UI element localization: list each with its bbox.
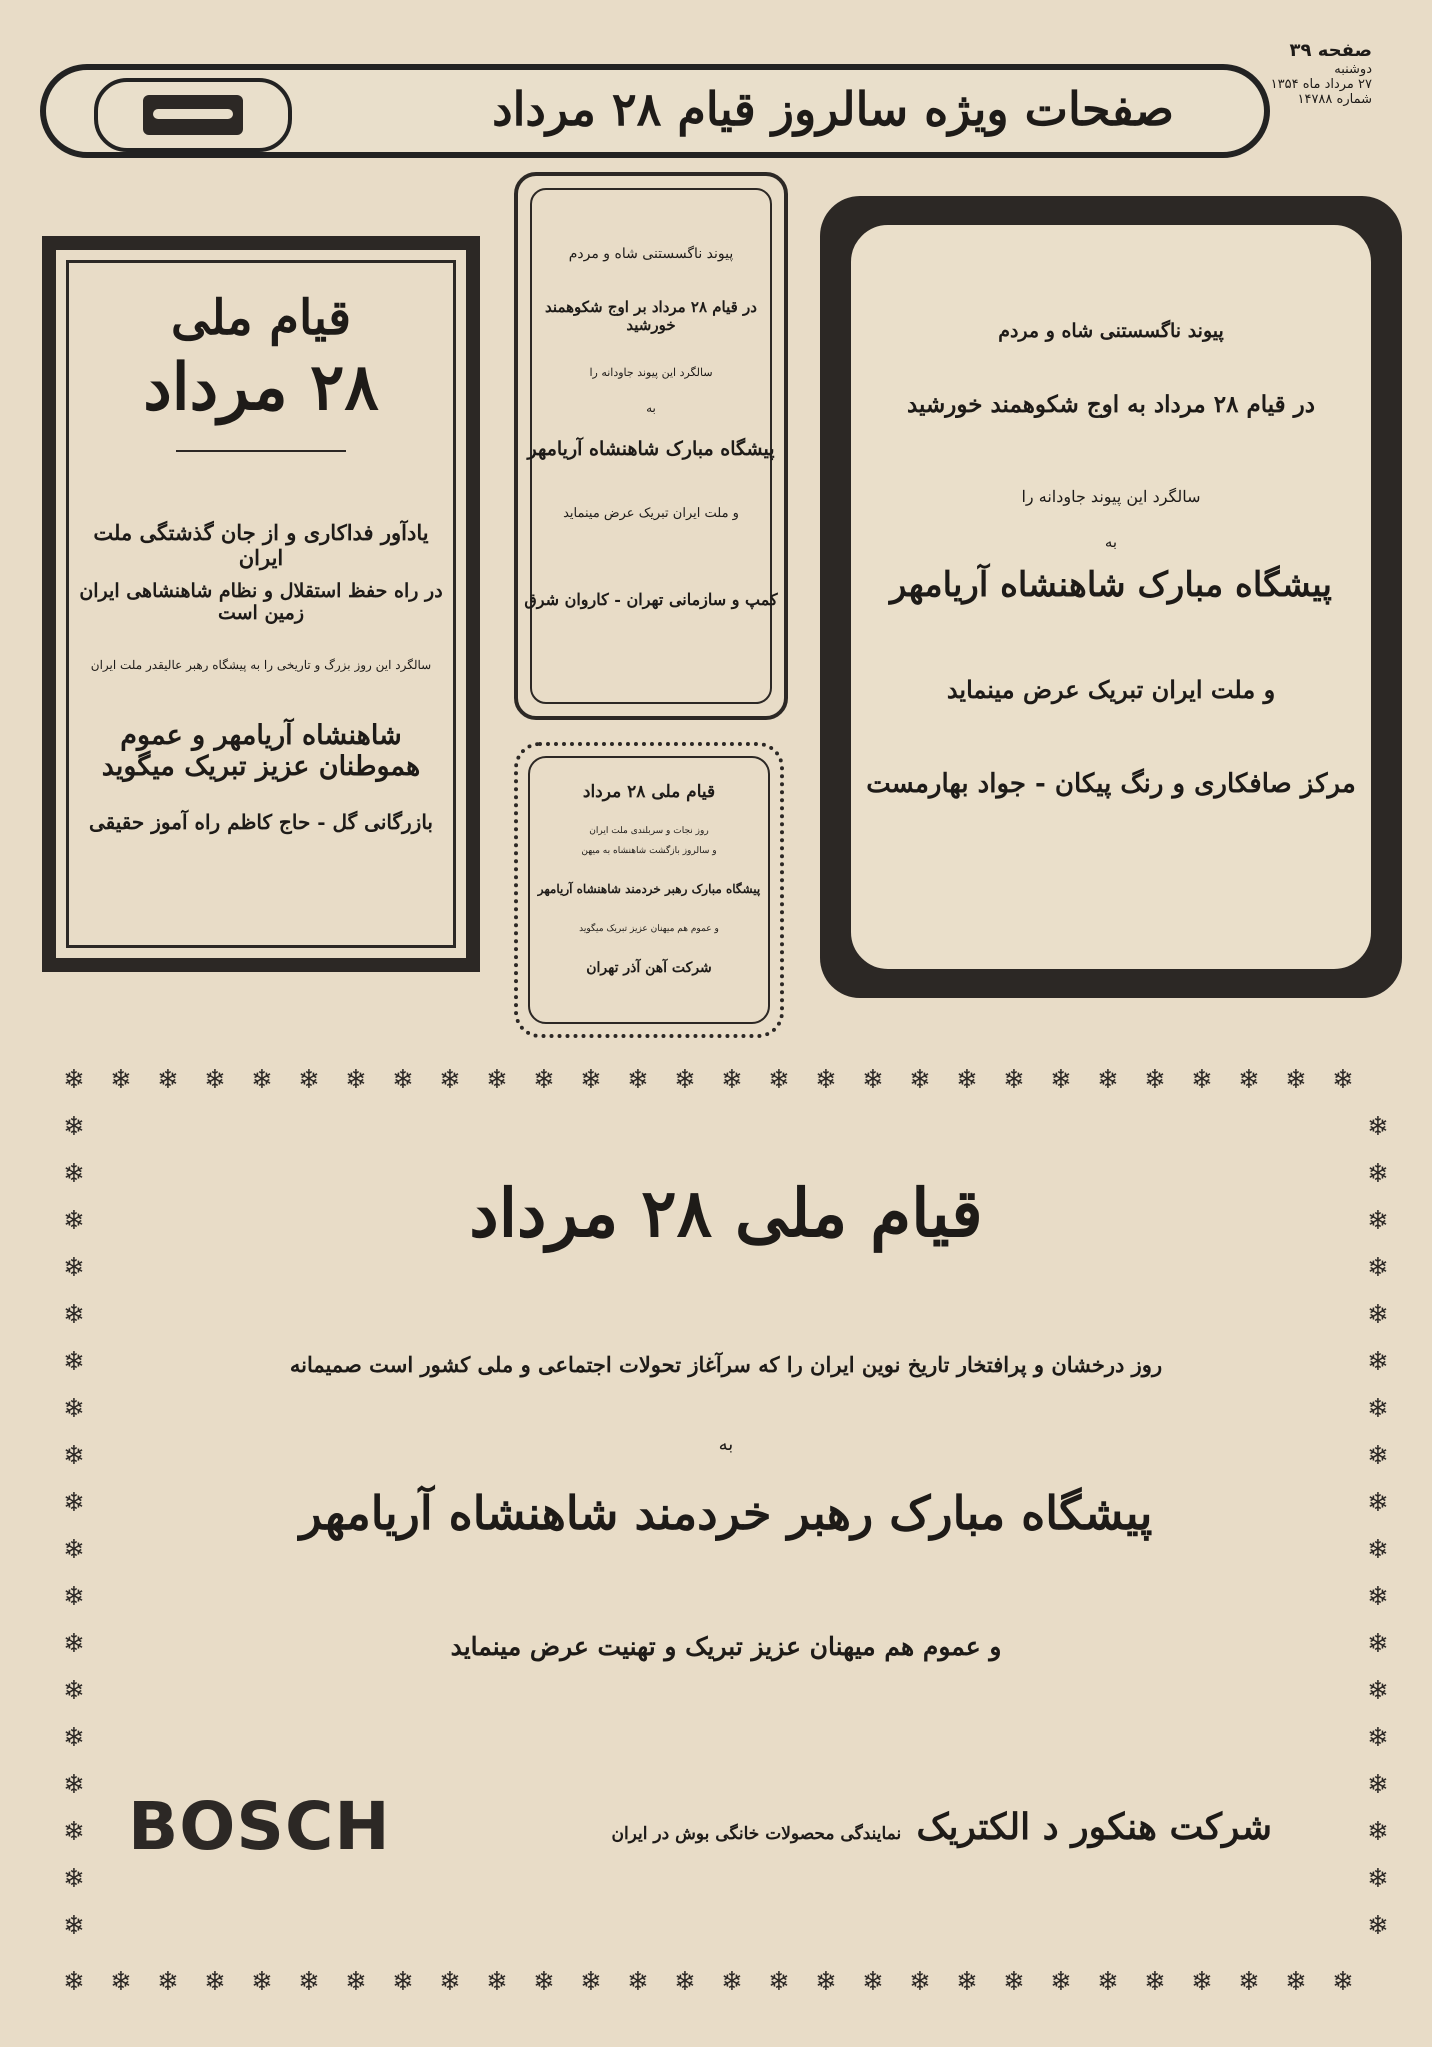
snowflake-ornament-icon: ❄	[1191, 1065, 1213, 1095]
snowflake-ornament-icon: ❄	[1367, 1112, 1389, 1142]
snowflake-ornament-icon: ❄	[1191, 1967, 1213, 1997]
snowflake-ornament-icon: ❄	[486, 1065, 508, 1095]
snowflake-ornament-icon: ❄	[63, 1676, 85, 1706]
snowflake-ornament-icon: ❄	[63, 1394, 85, 1424]
snowflake-ornament-icon: ❄	[157, 1065, 179, 1095]
right-notice-line4: به	[1104, 533, 1118, 551]
snowflake-ornament-icon: ❄	[1238, 1065, 1260, 1095]
left-notice	[42, 236, 480, 972]
snowflake-ornament-icon: ❄	[1367, 1629, 1389, 1659]
snowflake-ornament-icon: ❄	[909, 1065, 931, 1095]
snowflake-ornament-icon: ❄	[392, 1065, 414, 1095]
snowflake-ornament-icon: ❄	[1097, 1065, 1119, 1095]
snowflake-ornament-icon: ❄	[63, 1911, 85, 1941]
snowflake-ornament-icon: ❄	[204, 1967, 226, 1997]
snowflake-ornament-icon: ❄	[1050, 1065, 1072, 1095]
right-notice-line6: و ملت ایران تبریک عرض مینماید	[946, 675, 1276, 704]
bottom-ad-company-block	[448, 1806, 1272, 1848]
snowflake-ornament-icon: ❄	[392, 1967, 414, 1997]
bottom-ad-company-sub: نمایندگی محصولات خانگی بوش در ایران	[611, 1824, 902, 1844]
middle-small-notice-title: قیام ملی ۲۸ مرداد	[582, 782, 716, 802]
snowflake-ornament-icon: ❄	[157, 1967, 179, 1997]
snowflake-ornament-icon: ❄	[1238, 1967, 1260, 1997]
bottom-ad-line2: به	[718, 1434, 734, 1455]
snowflake-ornament-icon: ❄	[63, 1300, 85, 1330]
snowflake-ornament-icon: ❄	[1367, 1817, 1389, 1847]
header-day: دوشنبه	[1334, 62, 1372, 77]
snowflake-ornament-icon: ❄	[1332, 1967, 1354, 1997]
snowflake-ornament-icon: ❄	[298, 1065, 320, 1095]
snowflake-ornament-icon: ❄	[1367, 1488, 1389, 1518]
bosch-logo: BOSCH	[128, 1788, 391, 1865]
snowflake-ornament-icon: ❄	[204, 1065, 226, 1095]
snowflake-ornament-icon: ❄	[63, 1112, 85, 1142]
middle-notice-line4: به	[646, 401, 656, 415]
snowflake-ornament-icon: ❄	[1144, 1065, 1166, 1095]
snowflake-ornament-icon: ❄	[298, 1967, 320, 1997]
snowflake-ornament-icon: ❄	[63, 1723, 85, 1753]
left-notice-line2: در راه حفظ استقلال و نظام شاهنشاهی ایران زمین است	[79, 580, 443, 624]
left-notice-line3: سالگرد این روز بزرگ و تاریخی را به پیشگاه رهبر عالیقدر ملت ایران	[90, 658, 432, 672]
header-meta	[1262, 40, 1372, 107]
snowflake-ornament-icon: ❄	[63, 1582, 85, 1612]
snowflake-ornament-icon: ❄	[1003, 1065, 1025, 1095]
snowflake-ornament-icon: ❄	[627, 1065, 649, 1095]
snowflake-ornament-icon: ❄	[1367, 1911, 1389, 1941]
snowflake-ornament-icon: ❄	[533, 1065, 555, 1095]
snowflake-ornament-icon: ❄	[345, 1967, 367, 1997]
snowflake-ornament-icon: ❄	[486, 1967, 508, 1997]
snowflake-ornament-icon: ❄	[251, 1967, 273, 1997]
snowflake-ornament-icon: ❄	[627, 1967, 649, 1997]
snowflake-ornament-icon: ❄	[1367, 1441, 1389, 1471]
snowflake-ornament-icon: ❄	[63, 1206, 85, 1236]
snowflake-ornament-icon: ❄	[1285, 1967, 1307, 1997]
snowflake-ornament-icon: ❄	[1367, 1676, 1389, 1706]
middle-notice-signature: کمپ و سازمانی تهران - کاروان شرق	[524, 590, 778, 609]
middle-notice-line6: و ملت ایران تبریک عرض مینماید	[563, 506, 739, 521]
middle-notice-line1: پیوند ناگسستنی شاه و مردم	[568, 246, 734, 262]
snowflake-ornament-icon: ❄	[1367, 1582, 1389, 1612]
snowflake-ornament-icon: ❄	[251, 1065, 273, 1095]
snowflake-ornament-icon: ❄	[580, 1065, 602, 1095]
right-notice-signature: مرکز صافکاری و رنگ پیکان - جواد بهارمست	[866, 769, 1356, 799]
snowflake-ornament-icon: ❄	[63, 1159, 85, 1189]
middle-notice-line5: پیشگاه مبارک شاهنشاه آریامهر	[527, 438, 775, 460]
snowflake-ornament-icon: ❄	[862, 1967, 884, 1997]
snowflake-ornament-icon: ❄	[768, 1967, 790, 1997]
banner	[40, 64, 1270, 158]
snowflake-ornament-icon: ❄	[1332, 1065, 1354, 1095]
snowflake-ornament-icon: ❄	[956, 1065, 978, 1095]
snowflake-ornament-icon: ❄	[63, 1488, 85, 1518]
snowflake-ornament-icon: ❄	[1367, 1535, 1389, 1565]
middle-small-notice-signature: شرکت آهن آذر تهران	[586, 960, 712, 976]
middle-small-notice	[514, 742, 784, 1038]
left-notice-line4: شاهنشاه آریامهر و عموم هموطنان عزیز تبریک میگوید	[101, 720, 421, 782]
right-notice-line1: پیوند ناگسستنی شاه و مردم	[998, 320, 1224, 342]
snowflake-ornament-icon: ❄	[1367, 1206, 1389, 1236]
snowflake-ornament-icon: ❄	[1003, 1967, 1025, 1997]
snowflake-ornament-icon: ❄	[1367, 1159, 1389, 1189]
snowflake-ornament-icon: ❄	[1050, 1967, 1072, 1997]
left-notice-title1: قیام ملی	[170, 290, 352, 346]
snowflake-ornament-icon: ❄	[674, 1967, 696, 1997]
snowflake-ornament-icon: ❄	[1144, 1967, 1166, 1997]
middle-notice-line3: سالگرد این پیوند جاودانه را	[589, 366, 713, 379]
snowflake-ornament-icon: ❄	[1367, 1300, 1389, 1330]
snowflake-ornament-icon: ❄	[956, 1967, 978, 1997]
snowflake-ornament-icon: ❄	[768, 1065, 790, 1095]
snowflake-ornament-icon: ❄	[63, 1065, 85, 1095]
snowflake-ornament-icon: ❄	[580, 1967, 602, 1997]
snowflake-ornament-icon: ❄	[63, 1770, 85, 1800]
snowflake-ornament-icon: ❄	[909, 1967, 931, 1997]
bottom-advertisement	[60, 1066, 1392, 1996]
page-number: صفحه ۳۹	[1289, 40, 1372, 61]
snowflake-ornament-icon: ❄	[63, 1441, 85, 1471]
left-notice-line1: یادآور فداکاری و از جان گذشتگی ملت ایران	[93, 520, 429, 570]
snowflake-ornament-icon: ❄	[721, 1065, 743, 1095]
snowflake-ornament-icon: ❄	[674, 1065, 696, 1095]
snowflake-ornament-icon: ❄	[815, 1967, 837, 1997]
bottom-ad-company: شرکت هنکور د الکتریک	[916, 1806, 1272, 1848]
banner-title: صفحات ویژه سالروز قیام ۲۸ مرداد	[492, 82, 1174, 136]
middle-small-notice-line1: روز نجات و سربلندی ملت ایران	[589, 826, 709, 836]
newspaper-logo	[94, 78, 292, 152]
middle-notice	[514, 172, 788, 720]
snowflake-ornament-icon: ❄	[1367, 1347, 1389, 1377]
right-notice	[820, 196, 1402, 998]
left-notice-signature: بازرگانی گل - حاج کاظم راه آموز حقیقی	[88, 810, 433, 834]
left-notice-divider	[176, 450, 346, 452]
logo-seal-icon	[143, 95, 243, 135]
snowflake-ornament-icon: ❄	[862, 1065, 884, 1095]
snowflake-ornament-icon: ❄	[63, 1253, 85, 1283]
bottom-ad-title: قیام ملی ۲۸ مرداد	[469, 1174, 983, 1252]
header-date: ۲۷ مرداد ماه ۱۳۵۴	[1270, 77, 1372, 92]
snowflake-ornament-icon: ❄	[63, 1347, 85, 1377]
bottom-ad-line1: روز درخشان و پرافتخار تاریخ نوین ایران را که سرآغاز تحولات اجتماعی و ملی کشور است صمیمانه	[289, 1352, 1163, 1377]
snowflake-ornament-icon: ❄	[63, 1864, 85, 1894]
snowflake-ornament-icon: ❄	[1367, 1394, 1389, 1424]
snowflake-ornament-icon: ❄	[345, 1065, 367, 1095]
snowflake-ornament-icon: ❄	[63, 1535, 85, 1565]
snowflake-ornament-icon: ❄	[63, 1817, 85, 1847]
snowflake-ornament-icon: ❄	[439, 1065, 461, 1095]
snowflake-ornament-icon: ❄	[721, 1967, 743, 1997]
snowflake-ornament-icon: ❄	[1285, 1065, 1307, 1095]
right-notice-line3: سالگرد این پیوند جاودانه را	[1021, 487, 1201, 506]
middle-small-notice-line2: و سالروز بازگشت شاهنشاه به میهن	[581, 846, 717, 856]
right-notice-line2: در قیام ۲۸ مرداد به اوج شکوهمند خورشید	[906, 391, 1316, 418]
snowflake-ornament-icon: ❄	[1367, 1864, 1389, 1894]
snowflake-ornament-icon: ❄	[1367, 1723, 1389, 1753]
right-notice-inner-panel	[848, 222, 1374, 972]
snowflake-ornament-icon: ❄	[1367, 1770, 1389, 1800]
middle-small-notice-line4: و عموم هم میهنان عزیز تبریک میگوید	[579, 924, 719, 934]
middle-notice-line2: در قیام ۲۸ مرداد بر اوج شکوهمند خورشید	[545, 298, 757, 334]
bottom-ad-line3: پیشگاه مبارک رهبر خردمند شاهنشاه آریامهر	[299, 1486, 1153, 1540]
snowflake-ornament-icon: ❄	[63, 1629, 85, 1659]
snowflake-ornament-icon: ❄	[1367, 1253, 1389, 1283]
right-notice-line5: پیشگاه مبارک شاهنشاه آریامهر	[889, 565, 1333, 605]
snowflake-ornament-icon: ❄	[63, 1967, 85, 1997]
bottom-ad-line4: و عموم هم میهنان عزیز تبریک و تهنیت عرض مینماید	[450, 1632, 1002, 1661]
snowflake-ornament-icon: ❄	[1097, 1967, 1119, 1997]
snowflake-ornament-icon: ❄	[533, 1967, 555, 1997]
snowflake-ornament-icon: ❄	[439, 1967, 461, 1997]
middle-small-notice-line3: پیشگاه مبارک رهبر خردمند شاهنشاه آریامهر	[537, 882, 761, 896]
left-notice-title2: ۲۸ مرداد	[143, 350, 379, 425]
snowflake-ornament-icon: ❄	[110, 1065, 132, 1095]
header-issue: شماره ۱۴۷۸۸	[1297, 92, 1372, 107]
snowflake-ornament-icon: ❄	[815, 1065, 837, 1095]
snowflake-ornament-icon: ❄	[110, 1967, 132, 1997]
